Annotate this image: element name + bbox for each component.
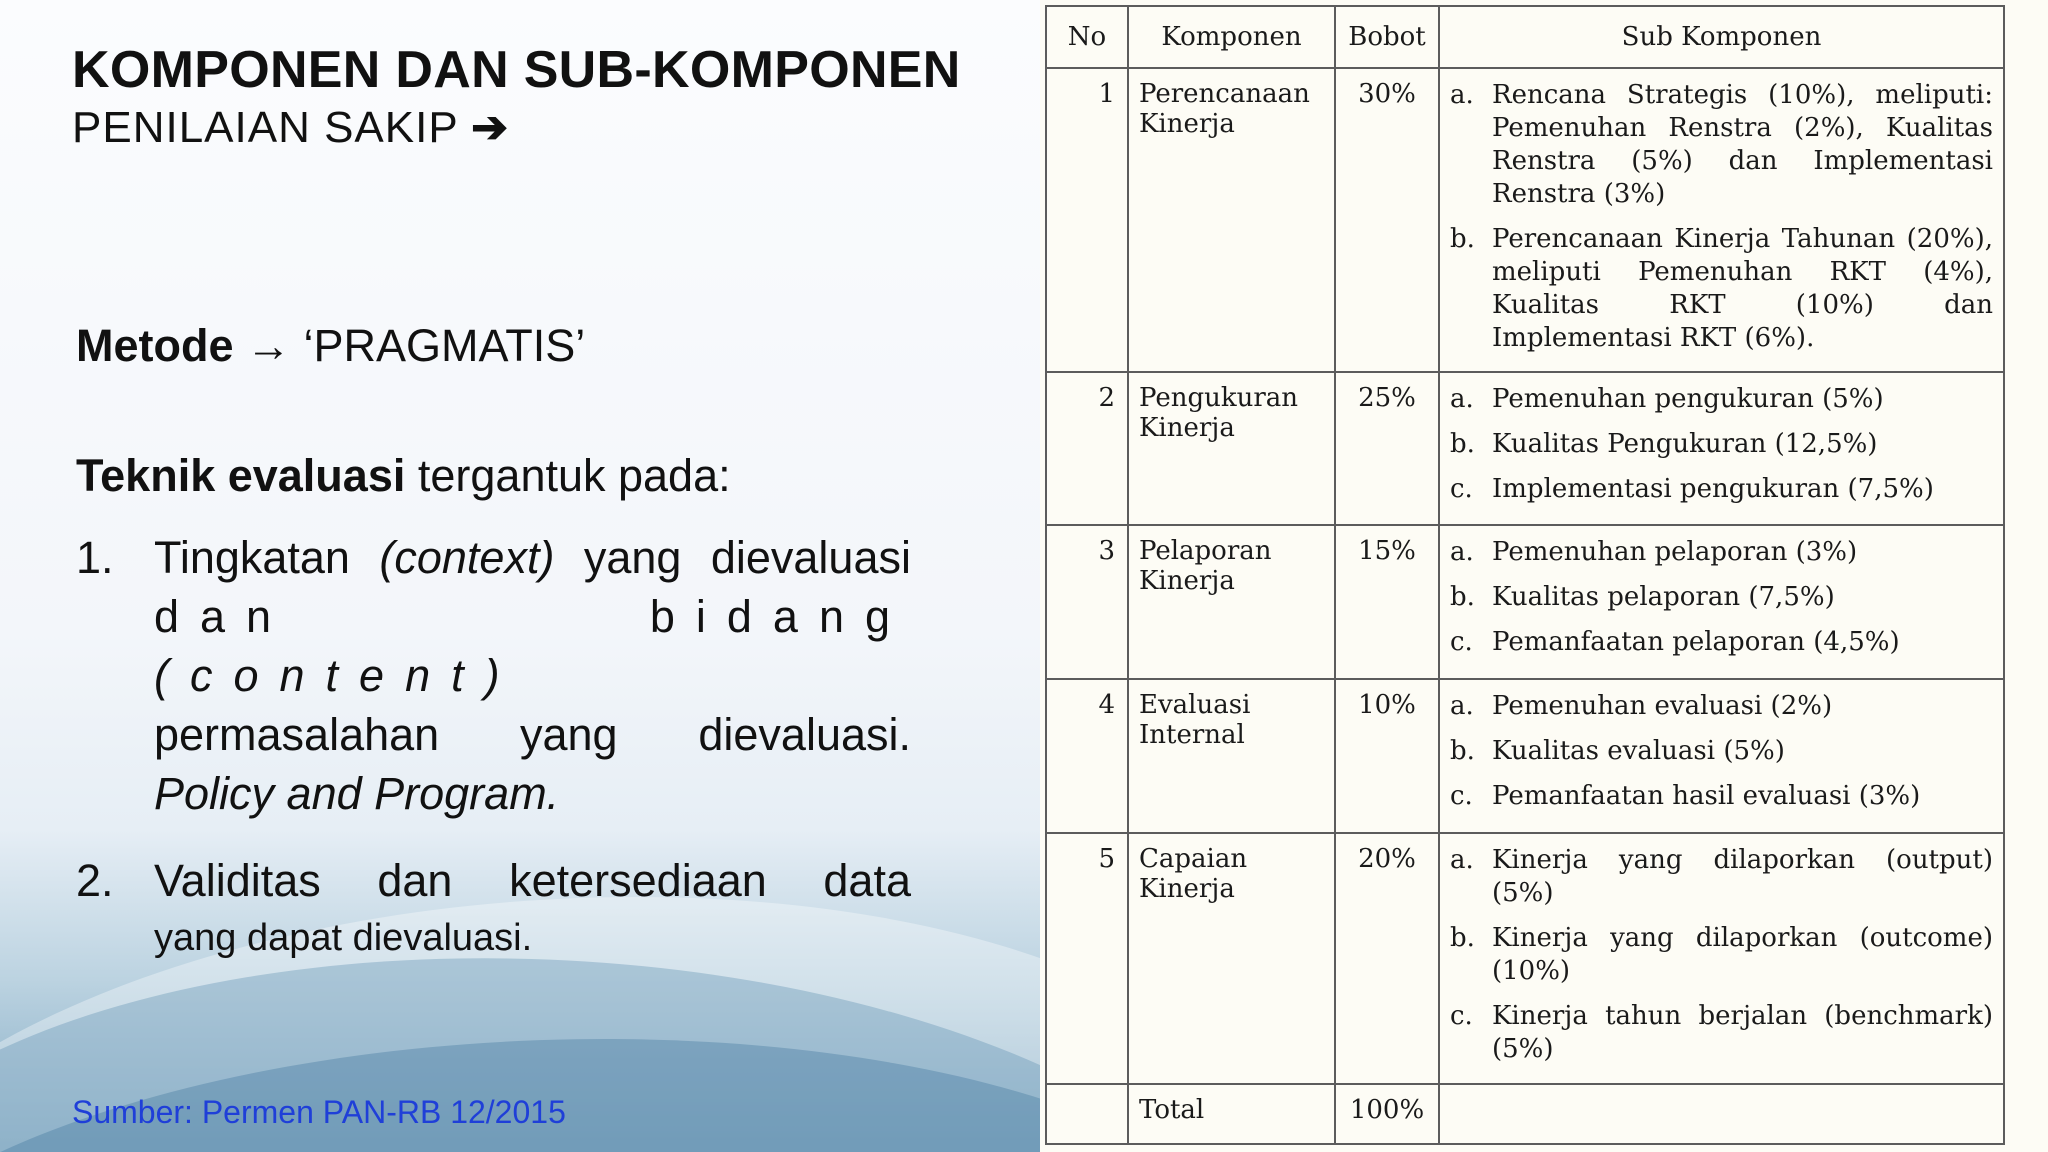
sub-item bbox=[1450, 844, 1993, 910]
sub-letter: c. bbox=[1450, 627, 1473, 657]
list-text: yang dievaluasi bbox=[583, 532, 911, 583]
cell-bobot: 25% bbox=[1335, 372, 1439, 525]
metode-label: Metode bbox=[76, 320, 234, 371]
list-item bbox=[76, 528, 911, 823]
cell-sub-komponen bbox=[1439, 833, 2004, 1084]
list-text-italic: (context) bbox=[379, 532, 555, 583]
sub-letter: c. bbox=[1450, 781, 1473, 811]
sub-item bbox=[1450, 536, 1993, 569]
cell-komponen bbox=[1128, 372, 1335, 525]
cell-bobot: 10% bbox=[1335, 679, 1439, 833]
sub-letter: a. bbox=[1450, 845, 1474, 875]
slide-title: KOMPONEN DAN SUB-KOMPONEN bbox=[72, 41, 961, 99]
cell-no: 2 bbox=[1046, 372, 1128, 525]
sub-text: Perencanaan Kinerja Tahunan (20%), meliputi Pemenuhan RKT (4%), Kualitas RKT (10%) dan Implementasi RKT (6%). bbox=[1492, 224, 1993, 353]
sub-item bbox=[1450, 428, 1993, 461]
cell-no-empty bbox=[1046, 1084, 1128, 1144]
sub-text: Pemenuhan evaluasi (2%) bbox=[1492, 691, 1833, 721]
komponen-line: Pengukuran bbox=[1139, 383, 1299, 413]
cell-no: 3 bbox=[1046, 525, 1128, 679]
cell-sub-empty bbox=[1439, 1084, 2004, 1144]
komponen-line: Perencanaan bbox=[1139, 79, 1310, 109]
sub-letter: a. bbox=[1450, 80, 1474, 110]
teknik-label: Teknik evaluasi bbox=[76, 450, 406, 501]
cell-no: 1 bbox=[1046, 68, 1128, 372]
list-item bbox=[76, 851, 911, 966]
sub-letter: b. bbox=[1450, 582, 1475, 612]
list-item-body bbox=[154, 528, 911, 823]
sub-text: Kinerja yang dilaporkan (output) (5%) bbox=[1492, 845, 1993, 908]
metode-value: ‘PRAGMATIS’ bbox=[303, 320, 586, 371]
cell-sub-komponen bbox=[1439, 679, 2004, 833]
teknik-line bbox=[76, 450, 731, 502]
list-line: yang dapat dievaluasi. bbox=[154, 917, 533, 959]
sub-letter: b. bbox=[1450, 736, 1475, 766]
table-row bbox=[1046, 679, 2004, 833]
cell-no: 4 bbox=[1046, 679, 1128, 833]
table-row bbox=[1046, 525, 2004, 679]
sub-item bbox=[1450, 1000, 1993, 1066]
komponen-table bbox=[1045, 5, 2005, 1145]
sub-item bbox=[1450, 581, 1993, 614]
sub-item bbox=[1450, 780, 1993, 813]
komponen-line: Kinerja bbox=[1139, 566, 1235, 596]
cell-bobot: 20% bbox=[1335, 833, 1439, 1084]
cell-komponen bbox=[1128, 68, 1335, 372]
cell-komponen bbox=[1128, 525, 1335, 679]
cell-total-bobot: 100% bbox=[1335, 1084, 1439, 1144]
sub-letter: c. bbox=[1450, 474, 1473, 504]
sub-item bbox=[1450, 383, 1993, 416]
komponen-line: Capaian bbox=[1139, 844, 1248, 874]
sub-letter: a. bbox=[1450, 537, 1474, 567]
komponen-line: Kinerja bbox=[1139, 413, 1235, 443]
slide-subtitle bbox=[72, 102, 509, 153]
arrow-right-icon: ➔ bbox=[471, 103, 510, 152]
table-row bbox=[1046, 833, 2004, 1084]
cell-sub-komponen bbox=[1439, 68, 2004, 372]
source-citation: Sumber: Permen PAN-RB 12/2015 bbox=[72, 1094, 566, 1130]
list-line: Validitas dan ketersediaan data bbox=[154, 855, 911, 906]
sub-item bbox=[1450, 79, 1993, 211]
header-komponen: Komponen bbox=[1128, 6, 1335, 68]
sub-text: Kualitas pelaporan (7,5%) bbox=[1492, 582, 1835, 612]
table-total-row bbox=[1046, 1084, 2004, 1144]
list-line-italic: Policy and Program. bbox=[154, 768, 560, 819]
criteria-list bbox=[76, 528, 911, 994]
cell-total-label: Total bbox=[1128, 1084, 1335, 1144]
list-text: Tingkatan bbox=[154, 532, 350, 583]
komponen-line: Internal bbox=[1139, 720, 1245, 750]
sub-text: Implementasi pengukuran (7,5%) bbox=[1492, 474, 1934, 504]
list-item-body bbox=[154, 851, 911, 966]
sub-item bbox=[1450, 473, 1993, 506]
table-row bbox=[1046, 68, 2004, 372]
sub-list bbox=[1450, 79, 1993, 355]
sub-list bbox=[1450, 690, 1993, 813]
list-text: dan bidang bbox=[154, 591, 911, 642]
sub-item bbox=[1450, 690, 1993, 723]
teknik-rest: tergantuk pada: bbox=[417, 450, 731, 501]
list-line bbox=[154, 528, 911, 587]
cell-komponen bbox=[1128, 679, 1335, 833]
sub-letter: a. bbox=[1450, 691, 1474, 721]
sub-text: Pemanfaatan hasil evaluasi (3%) bbox=[1492, 781, 1921, 811]
sub-item bbox=[1450, 626, 1993, 659]
sub-list bbox=[1450, 536, 1993, 659]
sub-item bbox=[1450, 735, 1993, 768]
cell-komponen bbox=[1128, 833, 1335, 1084]
cell-sub-komponen bbox=[1439, 525, 2004, 679]
list-number: 1. bbox=[76, 532, 114, 583]
table-panel bbox=[1040, 0, 2048, 1152]
komponen-line: Pelaporan bbox=[1139, 536, 1272, 566]
list-number: 2. bbox=[76, 855, 114, 906]
table-header-row bbox=[1046, 6, 2004, 68]
komponen-line: Kinerja bbox=[1139, 874, 1235, 904]
sub-letter: a. bbox=[1450, 384, 1474, 414]
sub-text: Kualitas Pengukuran (12,5%) bbox=[1492, 429, 1878, 459]
sub-list bbox=[1450, 383, 1993, 506]
list-line bbox=[154, 587, 911, 705]
komponen-line: Evaluasi bbox=[1139, 690, 1251, 720]
arrow-right-icon: → bbox=[246, 320, 292, 371]
sub-item bbox=[1450, 922, 1993, 988]
list-line: permasalahan yang dievaluasi. bbox=[154, 709, 911, 760]
sub-text: Pemenuhan pelaporan (3%) bbox=[1492, 537, 1858, 567]
list-text-italic: (content) bbox=[154, 650, 521, 701]
sub-item bbox=[1450, 223, 1993, 355]
sub-text: Pemenuhan pengukuran (5%) bbox=[1492, 384, 1884, 414]
sub-text: Rencana Strategis (10%), meliputi: Pemenuhan Renstra (2%), Kualitas Renstra (5%) dan Implementasi Renstra (3%) bbox=[1492, 80, 1993, 209]
sub-list bbox=[1450, 844, 1993, 1066]
subtitle-text: PENILAIAN SAKIP bbox=[72, 103, 458, 152]
cell-bobot: 15% bbox=[1335, 525, 1439, 679]
cell-bobot: 30% bbox=[1335, 68, 1439, 372]
header-bobot: Bobot bbox=[1335, 6, 1439, 68]
sub-letter: b. bbox=[1450, 429, 1475, 459]
sub-text: Pemanfaatan pelaporan (4,5%) bbox=[1492, 627, 1900, 657]
komponen-line: Kinerja bbox=[1139, 109, 1235, 139]
cell-sub-komponen bbox=[1439, 372, 2004, 525]
metode-line bbox=[76, 320, 585, 372]
header-no: No bbox=[1046, 6, 1128, 68]
sub-text: Kinerja tahun berjalan (benchmark) (5%) bbox=[1492, 1001, 1993, 1064]
table-row bbox=[1046, 372, 2004, 525]
header-sub-komponen: Sub Komponen bbox=[1439, 6, 2004, 68]
sub-text: Kinerja yang dilaporkan (outcome) (10%) bbox=[1492, 923, 1993, 986]
sub-letter: c. bbox=[1450, 1001, 1473, 1031]
sub-letter: b. bbox=[1450, 923, 1475, 953]
sub-text: Kualitas evaluasi (5%) bbox=[1492, 736, 1785, 766]
cell-no: 5 bbox=[1046, 833, 1128, 1084]
sub-letter: b. bbox=[1450, 224, 1475, 254]
